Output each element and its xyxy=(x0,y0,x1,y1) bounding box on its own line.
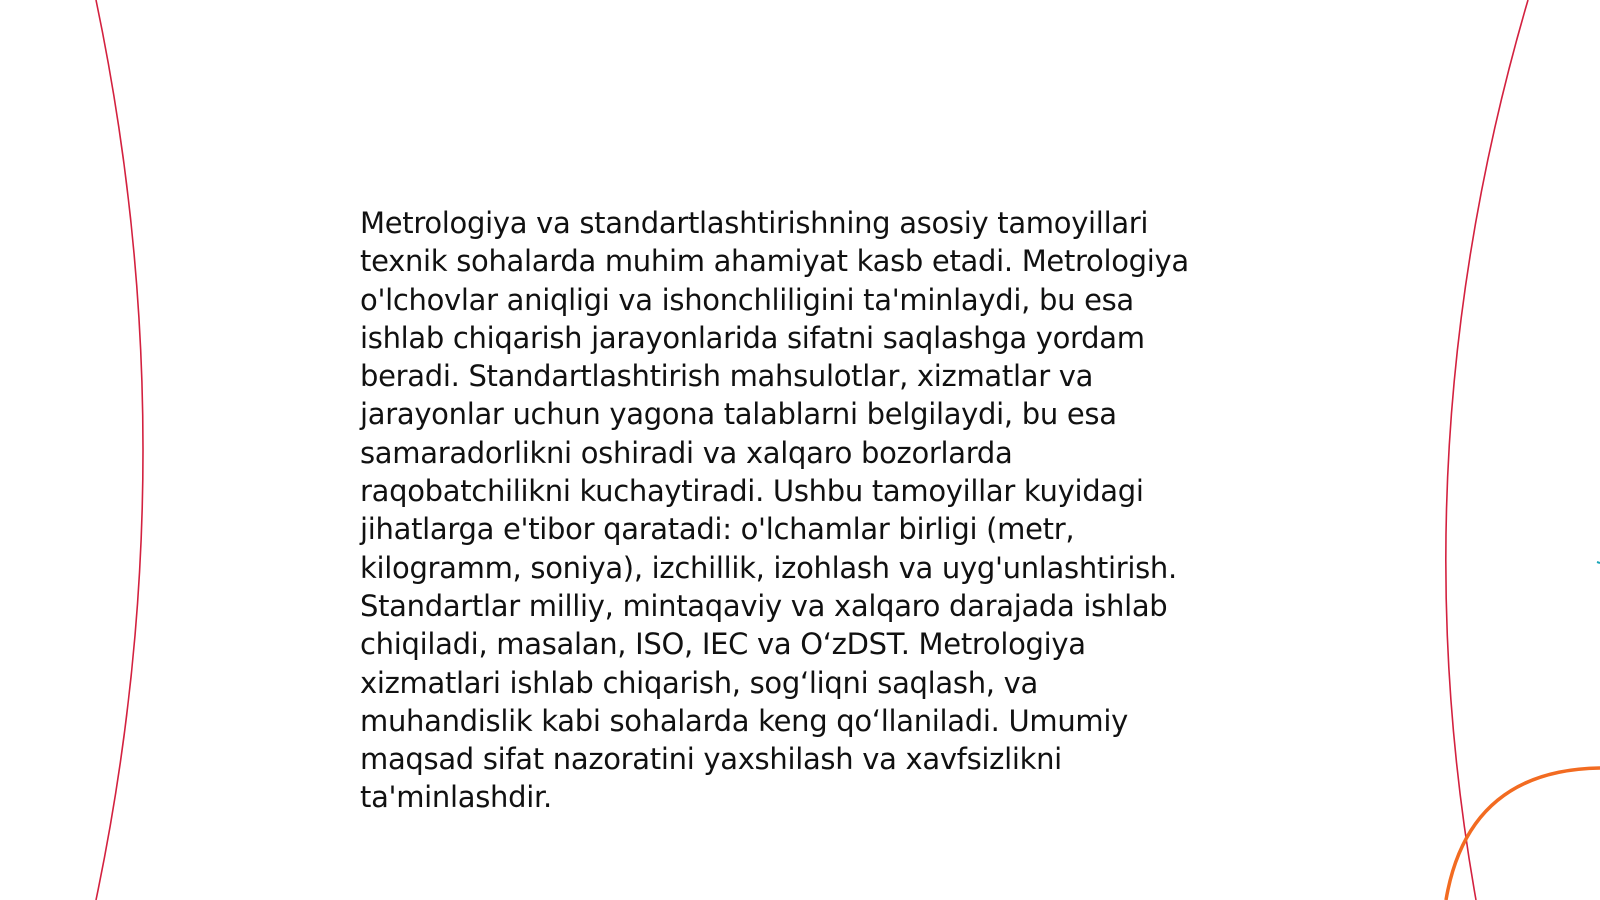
right-curve-line xyxy=(1446,0,1528,900)
slide-body-text: Metrologiya va standartlashtirishning asosiy tamoyillari texnik sohalarda muhim ahamiyat kasb etadi. Metrologiya o'lchovlar aniqligi va ishonchliligini ta'minlaydi, bu esa ishlab chiqarish jarayonlarida sifatni saqlashga yordam beradi. Standartlashtirish mahsulotlar, xizmatlar va jarayonlar uchun yagona talablarni belgilaydi, bu esa samaradorlikni oshiradi va xalqaro bozorlarda raqobatchilikni kuchaytiradi. Ushbu tamoyillar kuyidagi jihatlarga e'tibor qaratadi: o'lchamlar birligi (metr, kilogramm, soniya), izchillik, izohlash va uyg'unlashtirish. Standartlar milliy, mintaqaviy va xalqaro darajada ishlab chiqiladi, masalan, ISO, IEC va O‘zDST. Metrologiya xizmatlari ishlab chiqarish, sog‘liqni saqlash, va muhandislik kabi sohalarda keng qo‘llaniladi. Umumiy maqsad sifat nazoratini yaxshilash va xavfsizlikni ta'minlashdir. xyxy=(360,206,1189,815)
orange-arc xyxy=(1446,768,1600,900)
left-curve-line xyxy=(96,0,143,900)
